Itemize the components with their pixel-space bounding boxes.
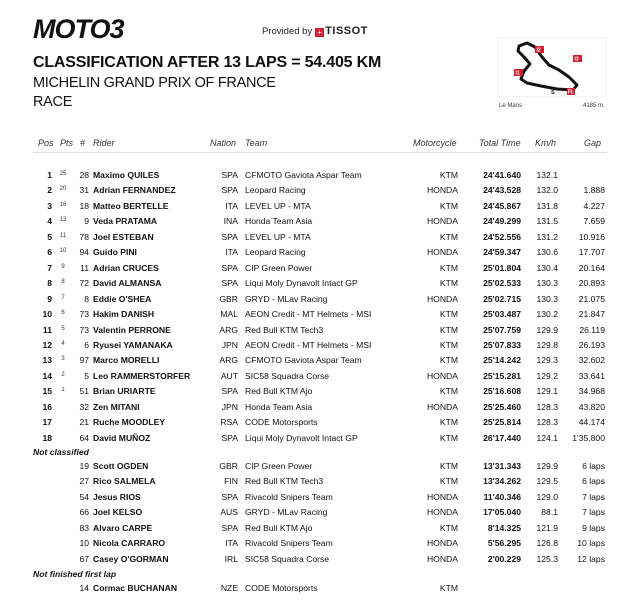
cell-kmh: 88.1 bbox=[541, 507, 558, 518]
cell-num: 97 bbox=[79, 355, 89, 366]
cell-gap: 32.602 bbox=[578, 355, 605, 366]
cell-nation: ITA bbox=[225, 247, 238, 258]
cell-gap: 33.641 bbox=[578, 370, 605, 381]
cell-nation: SPA bbox=[221, 386, 238, 397]
cell-pts: 2 bbox=[61, 371, 65, 378]
cell-moto: HONDA bbox=[426, 507, 458, 518]
cell-kmh: 124.1 bbox=[536, 432, 558, 443]
cell-num: 94 bbox=[79, 247, 89, 258]
table-row bbox=[0, 201, 640, 216]
cell-moto: KTM bbox=[439, 476, 458, 487]
cell-moto: KTM bbox=[439, 170, 458, 180]
table-row bbox=[0, 433, 640, 448]
cell-pts: 9 bbox=[61, 263, 65, 270]
cell-team: Rivacold Snipers Team bbox=[245, 538, 333, 549]
cell-moto: KTM bbox=[439, 355, 458, 366]
cell-gap: 6 laps bbox=[582, 461, 605, 471]
cell-num: 72 bbox=[79, 278, 89, 289]
cell-time: 24'52.556 bbox=[483, 231, 521, 242]
cell-team: Liqui Moly Dynavolt Intact GP bbox=[245, 278, 358, 289]
event-name: MICHELIN GRAND PRIX OF FRANCE bbox=[33, 75, 276, 91]
cell-kmh: 131.8 bbox=[536, 200, 558, 211]
track-name: Le Mans bbox=[499, 103, 523, 109]
cell-moto: KTM bbox=[439, 339, 458, 350]
col-header-num: # bbox=[80, 138, 86, 148]
cell-rider: Ruche MOODLEY bbox=[93, 417, 166, 428]
cell-nation: SPA bbox=[221, 491, 238, 502]
cell-team: SIC58 Squadra Corse bbox=[245, 370, 330, 381]
cell-pts: 25 bbox=[59, 171, 67, 177]
cell-moto: KTM bbox=[439, 324, 458, 335]
cell-nation: SPA bbox=[221, 170, 238, 180]
cell-nation: SPA bbox=[221, 185, 238, 196]
cell-time: 13'34.262 bbox=[483, 476, 521, 487]
cell-team: LEVEL UP - MTA bbox=[245, 231, 311, 242]
tissot-cross-icon: + bbox=[315, 28, 324, 37]
cell-num: 83 bbox=[79, 522, 89, 533]
cell-kmh: 131.2 bbox=[536, 231, 558, 242]
cell-num: 6 bbox=[84, 339, 89, 350]
page-title: CLASSIFICATION AFTER 13 LAPS = 54.405 KM bbox=[33, 54, 382, 71]
cell-moto: KTM bbox=[439, 461, 458, 471]
cell-team: Red Bull KTM Ajo bbox=[245, 522, 313, 533]
cell-kmh: 131.5 bbox=[536, 216, 558, 227]
cell-num: 11 bbox=[80, 262, 89, 273]
cell-time: 25'25.814 bbox=[483, 417, 521, 428]
cell-rider: Ryusei YAMANAKA bbox=[93, 339, 173, 350]
cell-nation: SPA bbox=[221, 432, 238, 443]
cell-rider: Veda PRATAMA bbox=[93, 216, 158, 227]
cell-rider: Cormac BUCHANAN bbox=[93, 583, 178, 593]
cell-gap: 7 laps bbox=[582, 491, 605, 502]
cell-pts: 4 bbox=[61, 340, 65, 347]
cell-rider: Joel KELSO bbox=[93, 507, 143, 518]
cell-kmh: 130.3 bbox=[536, 278, 558, 289]
cell-kmh: 128.3 bbox=[536, 417, 558, 428]
cell-nation: GBR bbox=[219, 461, 238, 471]
cell-rider: Rico SALMELA bbox=[93, 476, 156, 487]
cell-gap: 4.227 bbox=[583, 200, 605, 211]
cell-team: CFMOTO Gaviota Aspar Team bbox=[245, 355, 362, 366]
cell-gap: 6 laps bbox=[582, 476, 605, 487]
cell-gap: 7.659 bbox=[583, 216, 605, 227]
cell-kmh: 130.2 bbox=[536, 309, 558, 320]
cell-moto: KTM bbox=[439, 309, 458, 320]
cell-gap: 1'35.800 bbox=[572, 432, 605, 443]
cell-nation: RSA bbox=[220, 417, 238, 428]
cell-team: Rivacold Snipers Team bbox=[245, 491, 333, 502]
cell-gap: 12 laps bbox=[577, 553, 605, 564]
col-header-team: Team bbox=[245, 138, 268, 148]
table-row bbox=[0, 461, 640, 476]
header-divider bbox=[33, 152, 607, 153]
cell-gap: 44.174 bbox=[578, 417, 605, 428]
cell-time: 11'40.346 bbox=[483, 491, 521, 502]
cell-pos: 6 bbox=[47, 247, 52, 258]
cell-num: 73 bbox=[79, 309, 89, 320]
cell-pts: 6 bbox=[61, 310, 65, 317]
cell-nation: IRL bbox=[224, 553, 238, 564]
cell-nation: ITA bbox=[225, 200, 238, 211]
cell-team: Honda Team Asia bbox=[245, 401, 313, 412]
cell-time: 25'16.608 bbox=[483, 386, 521, 397]
cell-moto: KTM bbox=[439, 200, 458, 211]
cell-pos: 9 bbox=[47, 293, 52, 304]
cell-gap: 10.916 bbox=[578, 231, 605, 242]
cell-pos: 5 bbox=[47, 231, 52, 242]
cell-gap: 20.164 bbox=[578, 262, 605, 273]
cell-team: CFMOTO Gaviota Aspar Team bbox=[245, 170, 362, 180]
cell-rider: Eddie O'SHEA bbox=[93, 293, 152, 304]
table-row bbox=[0, 476, 640, 491]
table-row bbox=[0, 170, 640, 185]
cell-time: 24'45.867 bbox=[483, 200, 521, 211]
cell-moto: HONDA bbox=[426, 247, 458, 258]
cell-nation: INA bbox=[223, 216, 238, 227]
cell-kmh: 129.8 bbox=[536, 339, 558, 350]
cell-num: 51 bbox=[79, 386, 89, 397]
table-row bbox=[0, 263, 640, 278]
cell-nation: SPA bbox=[221, 278, 238, 289]
cell-time: 24'43.528 bbox=[483, 185, 521, 196]
cell-team: GRYD - MLav Racing bbox=[245, 507, 328, 518]
cell-pts: 8 bbox=[61, 279, 65, 286]
cell-team: Honda Team Asia bbox=[245, 216, 313, 227]
cell-gap: 21.847 bbox=[578, 309, 605, 320]
cell-gap: 7 laps bbox=[582, 507, 605, 518]
table-row bbox=[0, 185, 640, 200]
cell-gap: 9 laps bbox=[582, 522, 605, 533]
cell-gap: 43.820 bbox=[578, 401, 605, 412]
cell-time: 25'25.460 bbox=[483, 401, 521, 412]
track-map bbox=[497, 37, 607, 97]
cell-kmh: 129.1 bbox=[536, 386, 558, 397]
cell-pts: 5 bbox=[61, 325, 65, 332]
cell-pos: 16 bbox=[42, 401, 52, 412]
cell-kmh: 132.0 bbox=[536, 185, 558, 196]
sponsor-name: TISSOT bbox=[325, 25, 368, 37]
cell-gap: 10 laps bbox=[577, 538, 605, 549]
cell-team: Leopard Racing bbox=[245, 185, 306, 196]
cell-nation: MAL bbox=[220, 309, 238, 320]
table-row bbox=[0, 417, 640, 432]
cell-time: 24'49.299 bbox=[483, 216, 521, 227]
track-length: 4185 m. bbox=[583, 103, 605, 109]
cell-rider: Brian URIARTE bbox=[93, 386, 156, 397]
cell-kmh: 129.0 bbox=[536, 491, 558, 502]
cell-time: 25'02.533 bbox=[483, 278, 521, 289]
cell-nation: ITA bbox=[225, 538, 238, 549]
cell-kmh: 129.9 bbox=[536, 324, 558, 335]
cell-team: Red Bull KTM Ajo bbox=[245, 386, 313, 397]
cell-team: Red Bull KTM Tech3 bbox=[245, 324, 324, 335]
cell-pos: 12 bbox=[42, 339, 52, 350]
cell-time: 2'00.229 bbox=[487, 553, 521, 564]
cell-rider: Marco MORELLI bbox=[93, 355, 160, 366]
cell-team: CODE Motorsports bbox=[245, 417, 318, 428]
cell-nation: JPN bbox=[221, 401, 238, 412]
cell-gap: 34.968 bbox=[578, 386, 605, 397]
cell-moto: KTM bbox=[439, 231, 458, 242]
cell-moto: HONDA bbox=[426, 216, 458, 227]
moto3-logo: MOTO3 bbox=[33, 14, 124, 44]
cell-moto: KTM bbox=[439, 278, 458, 289]
cell-pos: 13 bbox=[42, 355, 52, 366]
cell-gap: 1.888 bbox=[583, 185, 605, 196]
cell-gap: 20.893 bbox=[578, 278, 605, 289]
sector-label-i2: I2 bbox=[536, 47, 541, 54]
cell-nation: FIN bbox=[224, 476, 238, 487]
cell-kmh: 129.9 bbox=[536, 461, 558, 471]
table-row bbox=[0, 492, 640, 507]
cell-rider: Zen MITANI bbox=[93, 401, 140, 412]
cell-time: 25'02.715 bbox=[483, 293, 521, 304]
table-row bbox=[0, 247, 640, 262]
col-header-motorcycle: Motorcycle bbox=[413, 138, 457, 148]
cell-time: 25'01.804 bbox=[483, 262, 521, 273]
cell-nation: SPA bbox=[221, 231, 238, 242]
cell-kmh: 128.3 bbox=[536, 401, 558, 412]
col-header-rider: Rider bbox=[93, 138, 115, 148]
cell-time: 25'03.487 bbox=[483, 309, 521, 320]
table-row bbox=[0, 278, 640, 293]
sector-label-i1: I1 bbox=[515, 70, 520, 77]
cell-pos: 15 bbox=[42, 386, 52, 397]
cell-time: 25'07.833 bbox=[483, 339, 521, 350]
cell-pos: 11 bbox=[42, 324, 52, 335]
cell-pts: 20 bbox=[59, 186, 67, 193]
cell-num: 73 bbox=[79, 324, 89, 335]
cell-time: 13'31.343 bbox=[483, 461, 521, 471]
cell-moto: HONDA bbox=[426, 491, 458, 502]
cell-time: 25'14.242 bbox=[483, 355, 521, 366]
cell-moto: HONDA bbox=[426, 401, 458, 412]
cell-team: GRYD - MLav Racing bbox=[245, 293, 328, 304]
cell-rider: Hakim DANISH bbox=[93, 309, 155, 320]
cell-rider: Alvaro CARPE bbox=[93, 522, 153, 533]
session-name: RACE bbox=[33, 94, 73, 110]
cell-pts: 7 bbox=[61, 294, 65, 301]
cell-team: AEON Credit - MT Helmets - MSI bbox=[245, 339, 372, 350]
table-row bbox=[0, 355, 640, 370]
cell-pts: 11 bbox=[59, 232, 67, 239]
cell-moto: HONDA bbox=[426, 370, 458, 381]
table-row bbox=[0, 507, 640, 522]
cell-pos: 14 bbox=[42, 370, 52, 381]
table-row bbox=[0, 523, 640, 538]
cell-moto: KTM bbox=[439, 432, 458, 443]
cell-moto: KTM bbox=[439, 386, 458, 397]
cell-team: CIP Green Power bbox=[245, 461, 313, 471]
cell-num: 28 bbox=[79, 170, 89, 180]
cell-moto: KTM bbox=[439, 583, 458, 593]
col-header-pos: Pos bbox=[38, 138, 54, 148]
cell-kmh: 129.3 bbox=[536, 355, 558, 366]
cell-nation: SPA bbox=[221, 522, 238, 533]
cell-team: Liqui Moly Dynavolt Intact GP bbox=[245, 432, 358, 443]
cell-moto: HONDA bbox=[426, 185, 458, 196]
cell-kmh: 130.6 bbox=[536, 247, 558, 258]
table-row bbox=[0, 402, 640, 417]
section-label: Not finished first lap bbox=[33, 569, 117, 579]
cell-nation: AUS bbox=[220, 507, 238, 518]
table-row bbox=[0, 538, 640, 553]
cell-pos: 7 bbox=[47, 262, 52, 273]
cell-time: 8'14.325 bbox=[487, 522, 521, 533]
cell-moto: HONDA bbox=[426, 538, 458, 549]
cell-gap: 17.707 bbox=[578, 247, 605, 258]
table-row bbox=[0, 309, 640, 324]
cell-num: 54 bbox=[79, 491, 89, 502]
table-row bbox=[0, 294, 640, 309]
cell-time: 25'15.281 bbox=[483, 370, 521, 381]
cell-pos: 10 bbox=[42, 309, 52, 320]
cell-team: SIC58 Squadra Corse bbox=[245, 553, 330, 564]
cell-moto: HONDA bbox=[426, 553, 458, 564]
table-row bbox=[0, 371, 640, 386]
provided-by bbox=[262, 25, 368, 37]
cell-gap: 26.193 bbox=[578, 339, 605, 350]
cell-num: 78 bbox=[79, 231, 89, 242]
cell-rider: Jesus RIOS bbox=[93, 491, 141, 502]
cell-rider: Nicola CARRARO bbox=[93, 538, 166, 549]
cell-rider: David MUÑOZ bbox=[93, 432, 151, 443]
cell-gap: 21.075 bbox=[578, 293, 605, 304]
cell-num: 5 bbox=[84, 370, 89, 381]
section-label: Not classified bbox=[33, 447, 89, 457]
cell-kmh: 130.3 bbox=[536, 293, 558, 304]
cell-team: CODE Motorsports bbox=[245, 583, 318, 593]
cell-time: 5'56.295 bbox=[487, 538, 521, 549]
cell-rider: Leo RAMMERSTORFER bbox=[93, 370, 191, 381]
cell-moto: HONDA bbox=[426, 293, 458, 304]
cell-time: 24'41.640 bbox=[483, 170, 521, 180]
cell-pts: 1 bbox=[61, 387, 65, 394]
cell-num: 8 bbox=[84, 293, 89, 304]
cell-team: AEON Credit - MT Helmets - MSI bbox=[245, 309, 372, 320]
table-row bbox=[0, 325, 640, 340]
sector-label-i3: I3 bbox=[574, 56, 579, 63]
table-row bbox=[0, 386, 640, 401]
cell-rider: Matteo BERTELLE bbox=[93, 200, 169, 211]
cell-kmh: 129.2 bbox=[536, 370, 558, 381]
cell-pos: 8 bbox=[47, 278, 52, 289]
cell-nation: NZE bbox=[220, 583, 238, 593]
cell-nation: AUT bbox=[220, 370, 238, 381]
cell-num: 19 bbox=[79, 461, 89, 471]
cell-rider: Guido PINI bbox=[93, 247, 137, 258]
cell-gap: 26.119 bbox=[579, 324, 605, 335]
cell-moto: KTM bbox=[439, 522, 458, 533]
cell-rider: Maximo QUILES bbox=[93, 170, 160, 180]
cell-num: 21 bbox=[79, 417, 89, 428]
cell-pts: 10 bbox=[59, 248, 67, 255]
cell-num: 64 bbox=[79, 432, 89, 443]
cell-rider: Adrian CRUCES bbox=[93, 262, 159, 273]
cell-num: 31 bbox=[79, 185, 89, 196]
cell-pts: 16 bbox=[59, 201, 67, 208]
cell-pts: 3 bbox=[61, 356, 65, 363]
cell-num: 66 bbox=[79, 507, 89, 518]
finish-line-label: FL bbox=[567, 89, 574, 96]
cell-time: 24'59.347 bbox=[483, 247, 521, 258]
cell-team: Leopard Racing bbox=[245, 247, 306, 258]
col-header-gap: Gap bbox=[584, 138, 602, 148]
table-row bbox=[0, 216, 640, 231]
table-row bbox=[0, 583, 640, 598]
cell-moto: KTM bbox=[439, 262, 458, 273]
cell-pos: 2 bbox=[47, 185, 52, 196]
cell-pos: 3 bbox=[47, 200, 52, 211]
col-header-kmh: Km/h bbox=[535, 138, 557, 148]
cell-kmh: 129.5 bbox=[536, 476, 558, 487]
cell-kmh: 132.1 bbox=[536, 170, 558, 180]
cell-rider: Adrian FERNANDEZ bbox=[93, 185, 176, 196]
col-header-nation: Nation bbox=[210, 138, 237, 148]
cell-rider: David ALMANSA bbox=[93, 278, 162, 289]
cell-pos: 4 bbox=[47, 216, 52, 227]
cell-num: 10 bbox=[79, 538, 89, 549]
col-header-total-time: Total Time bbox=[479, 138, 521, 148]
cell-rider: Valentin PERRONE bbox=[93, 324, 171, 335]
cell-kmh: 130.4 bbox=[536, 262, 558, 273]
cell-nation: SPA bbox=[221, 262, 238, 273]
table-row bbox=[0, 232, 640, 247]
cell-kmh: 126.8 bbox=[536, 538, 558, 549]
cell-pos: 1 bbox=[47, 170, 52, 180]
cell-team: CIP Green Power bbox=[245, 262, 313, 273]
cell-nation: GBR bbox=[219, 293, 238, 304]
cell-kmh: 125.3 bbox=[536, 553, 558, 564]
cell-kmh: 121.9 bbox=[536, 522, 558, 533]
cell-pts: 13 bbox=[59, 217, 67, 224]
cell-rider: Joel ESTEBAN bbox=[93, 231, 154, 242]
cell-num: 27 bbox=[79, 476, 89, 487]
cell-pos: 17 bbox=[42, 417, 52, 428]
cell-num: 14 bbox=[79, 583, 89, 593]
cell-moto: KTM bbox=[439, 417, 458, 428]
col-header-pts: Pts bbox=[60, 138, 74, 148]
table-row bbox=[0, 340, 640, 355]
cell-num: 9 bbox=[84, 216, 89, 227]
cell-team: Red Bull KTM Tech3 bbox=[245, 476, 324, 487]
cell-num: 32 bbox=[79, 401, 89, 412]
cell-num: 67 bbox=[79, 553, 89, 564]
cell-time: 25'07.759 bbox=[483, 324, 521, 335]
cell-nation: ARG bbox=[219, 355, 238, 366]
cell-team: LEVEL UP - MTA bbox=[245, 200, 311, 211]
cell-rider: Scott OGDEN bbox=[93, 461, 149, 471]
cell-time: 26'17.440 bbox=[483, 432, 521, 443]
cell-nation: ARG bbox=[219, 324, 238, 335]
start-label: S bbox=[551, 90, 555, 96]
provided-by-label: Provided by bbox=[262, 26, 313, 37]
cell-num: 18 bbox=[79, 200, 89, 211]
cell-time: 17'05.040 bbox=[483, 507, 521, 518]
cell-pos: 18 bbox=[42, 432, 52, 443]
table-row bbox=[0, 554, 640, 569]
cell-nation: JPN bbox=[221, 339, 238, 350]
cell-rider: Casey O'GORMAN bbox=[93, 553, 169, 564]
